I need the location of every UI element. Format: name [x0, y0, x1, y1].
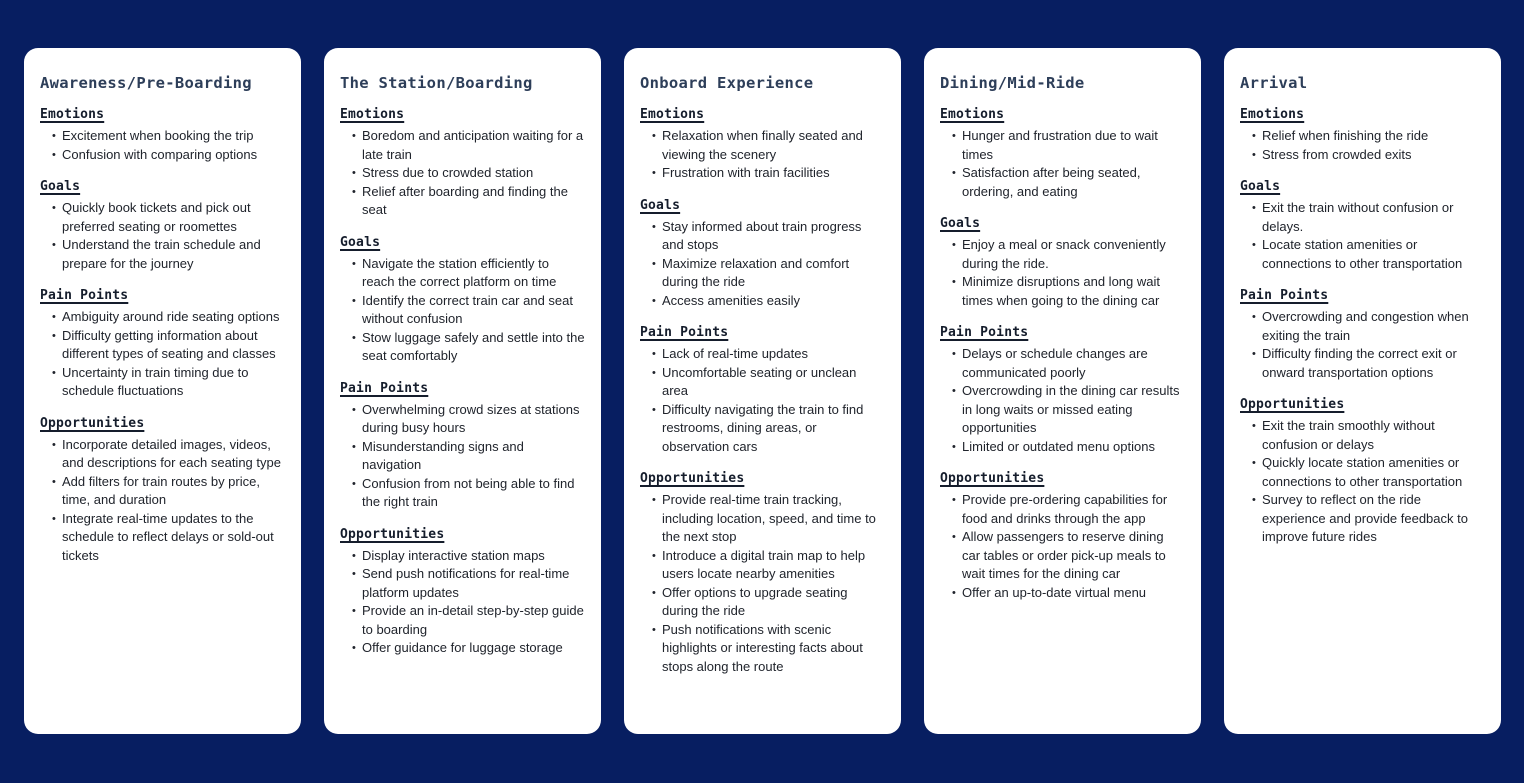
- bullet-list: [1240, 308, 1485, 382]
- card-section: [40, 288, 285, 401]
- bullet-item: • Survey to reflect on the ride experience and provide feedback to improve future rides: [1252, 491, 1485, 547]
- bullet-list: [640, 218, 885, 311]
- bullet-item: • Uncertainty in train timing due to schedule fluctuations: [52, 364, 285, 401]
- card-section: [340, 235, 585, 366]
- card-section: [40, 179, 285, 273]
- card-section: [340, 527, 585, 658]
- bullet-item: • Maximize relaxation and comfort during the ride: [652, 255, 885, 292]
- card-section: [340, 381, 585, 512]
- bullet-item: • Provide pre-ordering capabilities for food and drinks through the app: [952, 491, 1185, 528]
- card-section: [640, 325, 885, 456]
- section-heading: Goals: [1240, 179, 1281, 194]
- bullet-item: • Allow passengers to reserve dining car tables or order pick-up meals to wait times for the dining car: [952, 528, 1185, 584]
- bullet-item: • Minimize disruptions and long wait times when going to the dining car: [952, 273, 1185, 310]
- bullet-item: • Hunger and frustration due to wait times: [952, 127, 1185, 164]
- bullet-item: • Lack of real-time updates: [652, 345, 885, 364]
- section-heading: Emotions: [940, 107, 1005, 122]
- card-section: [940, 471, 1185, 602]
- bullet-item: • Incorporate detailed images, videos, and descriptions for each seating type: [52, 436, 285, 473]
- bullet-item: • Relief when finishing the ride: [1252, 127, 1485, 146]
- bullet-list: [40, 436, 285, 566]
- card-section: [940, 216, 1185, 310]
- card-title: Awareness/Pre-Boarding: [40, 74, 252, 92]
- bullet-item: • Access amenities easily: [652, 292, 885, 311]
- bullet-item: • Stay informed about train progress and stops: [652, 218, 885, 255]
- bullet-item: • Stress due to crowded station: [352, 164, 585, 183]
- bullet-item: • Overwhelming crowd sizes at stations during busy hours: [352, 401, 585, 438]
- card-section: [1240, 107, 1485, 164]
- section-heading: Emotions: [1240, 107, 1305, 122]
- bullet-item: • Quickly book tickets and pick out preferred seating or roomettes: [52, 199, 285, 236]
- bullet-item: • Uncomfortable seating or unclean area: [652, 364, 885, 401]
- card-title: The Station/Boarding: [340, 74, 533, 92]
- bullet-list: [940, 236, 1185, 310]
- journey-stage-card[interactable]: [1224, 48, 1501, 734]
- card-section: [640, 107, 885, 183]
- bullet-list: [940, 127, 1185, 201]
- card-section: [340, 107, 585, 220]
- bullet-item: • Confusion with comparing options: [52, 146, 285, 165]
- bullet-item: • Navigate the station efficiently to reach the correct platform on time: [352, 255, 585, 292]
- bullet-list: [640, 491, 885, 676]
- bullet-item: • Difficulty getting information about different types of seating and classes: [52, 327, 285, 364]
- bullet-item: • Stow luggage safely and settle into the seat comfortably: [352, 329, 585, 366]
- bullet-item: • Provide real-time train tracking, including location, speed, and time to the next stop: [652, 491, 885, 547]
- journey-stage-card[interactable]: [624, 48, 901, 734]
- bullet-item: • Add filters for train routes by price, time, and duration: [52, 473, 285, 510]
- section-heading: Opportunities: [1240, 397, 1345, 412]
- card-section: [1240, 288, 1485, 382]
- bullet-item: • Limited or outdated menu options: [952, 438, 1185, 457]
- bullet-item: • Exit the train smoothly without confusion or delays: [1252, 417, 1485, 454]
- journey-stage-card[interactable]: [924, 48, 1201, 734]
- bullet-item: • Introduce a digital train map to help users locate nearby amenities: [652, 547, 885, 584]
- journey-stage-card[interactable]: [324, 48, 601, 734]
- card-section: [40, 107, 285, 164]
- bullet-list: [1240, 199, 1485, 273]
- section-heading: Emotions: [340, 107, 405, 122]
- bullet-item: • Delays or schedule changes are communicated poorly: [952, 345, 1185, 382]
- card-title: Dining/Mid-Ride: [940, 74, 1085, 92]
- section-heading: Opportunities: [340, 526, 445, 542]
- section-heading: Opportunities: [40, 415, 145, 431]
- bullet-item: • Difficulty navigating the train to find restrooms, dining areas, or observation cars: [652, 401, 885, 457]
- card-section: [1240, 397, 1485, 547]
- bullet-item: • Integrate real-time updates to the schedule to reflect delays or sold-out tickets: [52, 510, 285, 566]
- bullet-list: [1240, 127, 1485, 164]
- section-heading: Goals: [340, 234, 381, 250]
- bullet-item: • Enjoy a meal or snack conveniently during the ride.: [952, 236, 1185, 273]
- bullet-item: • Locate station amenities or connections to other transportation: [1252, 236, 1485, 273]
- card-section: [940, 107, 1185, 201]
- card-section: [940, 325, 1185, 456]
- bullet-item: • Exit the train without confusion or delays.: [1252, 199, 1485, 236]
- bullet-item: • Satisfaction after being seated, ordering, and eating: [952, 164, 1185, 201]
- card-title: Onboard Experience: [640, 74, 814, 92]
- bullet-item: • Offer guidance for luggage storage: [352, 639, 585, 658]
- bullet-item: • Offer options to upgrade seating during the ride: [652, 584, 885, 621]
- bullet-item: • Stress from crowded exits: [1252, 146, 1485, 165]
- bullet-item: • Boredom and anticipation waiting for a late train: [352, 127, 585, 164]
- section-heading: Opportunities: [640, 471, 745, 486]
- bullet-item: • Offer an up-to-date virtual menu: [952, 584, 1185, 603]
- section-heading: Pain Points: [40, 288, 129, 303]
- section-heading: Pain Points: [340, 380, 429, 396]
- bullet-list: [40, 199, 285, 273]
- section-heading: Goals: [940, 216, 981, 231]
- section-heading: Pain Points: [1240, 288, 1329, 303]
- bullet-item: • Overcrowding in the dining car results in long waits or missed eating opportunities: [952, 382, 1185, 438]
- bullet-item: • Difficulty finding the correct exit or onward transportation options: [1252, 345, 1485, 382]
- section-heading: Pain Points: [640, 325, 729, 340]
- bullet-list: [1240, 417, 1485, 547]
- bullet-list: [40, 127, 285, 164]
- bullet-item: • Relief after boarding and finding the seat: [352, 183, 585, 220]
- bullet-list: [340, 127, 585, 220]
- bullet-list: [340, 255, 585, 366]
- bullet-list: [940, 345, 1185, 456]
- section-heading: Emotions: [640, 107, 705, 122]
- card-title: Arrival: [1240, 74, 1308, 92]
- bullet-list: [340, 547, 585, 658]
- bullet-item: • Relaxation when finally seated and viewing the scenery: [652, 127, 885, 164]
- bullet-item: • Excitement when booking the trip: [52, 127, 285, 146]
- bullet-item: • Display interactive station maps: [352, 547, 585, 566]
- card-section: [640, 198, 885, 311]
- bullet-item: • Provide an in-detail step-by-step guide to boarding: [352, 602, 585, 639]
- bullet-list: [40, 308, 285, 401]
- section-heading: Goals: [40, 179, 81, 194]
- bullet-list: [940, 491, 1185, 602]
- card-section: [40, 416, 285, 566]
- journey-stage-card[interactable]: [24, 48, 301, 734]
- card-section: [1240, 179, 1485, 273]
- section-heading: Pain Points: [940, 325, 1029, 340]
- section-heading: Emotions: [40, 107, 105, 122]
- bullet-item: • Overcrowding and congestion when exiting the train: [1252, 308, 1485, 345]
- bullet-list: [640, 127, 885, 183]
- bullet-list: [640, 345, 885, 456]
- bullet-item: • Misunderstanding signs and navigation: [352, 438, 585, 475]
- card-section: [640, 471, 885, 676]
- section-heading: Opportunities: [940, 471, 1045, 486]
- bullet-item: • Send push notifications for real-time platform updates: [352, 565, 585, 602]
- bullet-list: [340, 401, 585, 512]
- section-heading: Goals: [640, 197, 681, 213]
- bullet-item: • Ambiguity around ride seating options: [52, 308, 285, 327]
- bullet-item: • Identify the correct train car and seat without confusion: [352, 292, 585, 329]
- bullet-item: • Push notifications with scenic highlights or interesting facts about stops along the route: [652, 621, 885, 677]
- bullet-item: • Confusion from not being able to find the right train: [352, 475, 585, 512]
- bullet-item: • Frustration with train facilities: [652, 164, 885, 183]
- bullet-item: • Quickly locate station amenities or connections to other transportation: [1252, 454, 1485, 491]
- bullet-item: • Understand the train schedule and prepare for the journey: [52, 236, 285, 273]
